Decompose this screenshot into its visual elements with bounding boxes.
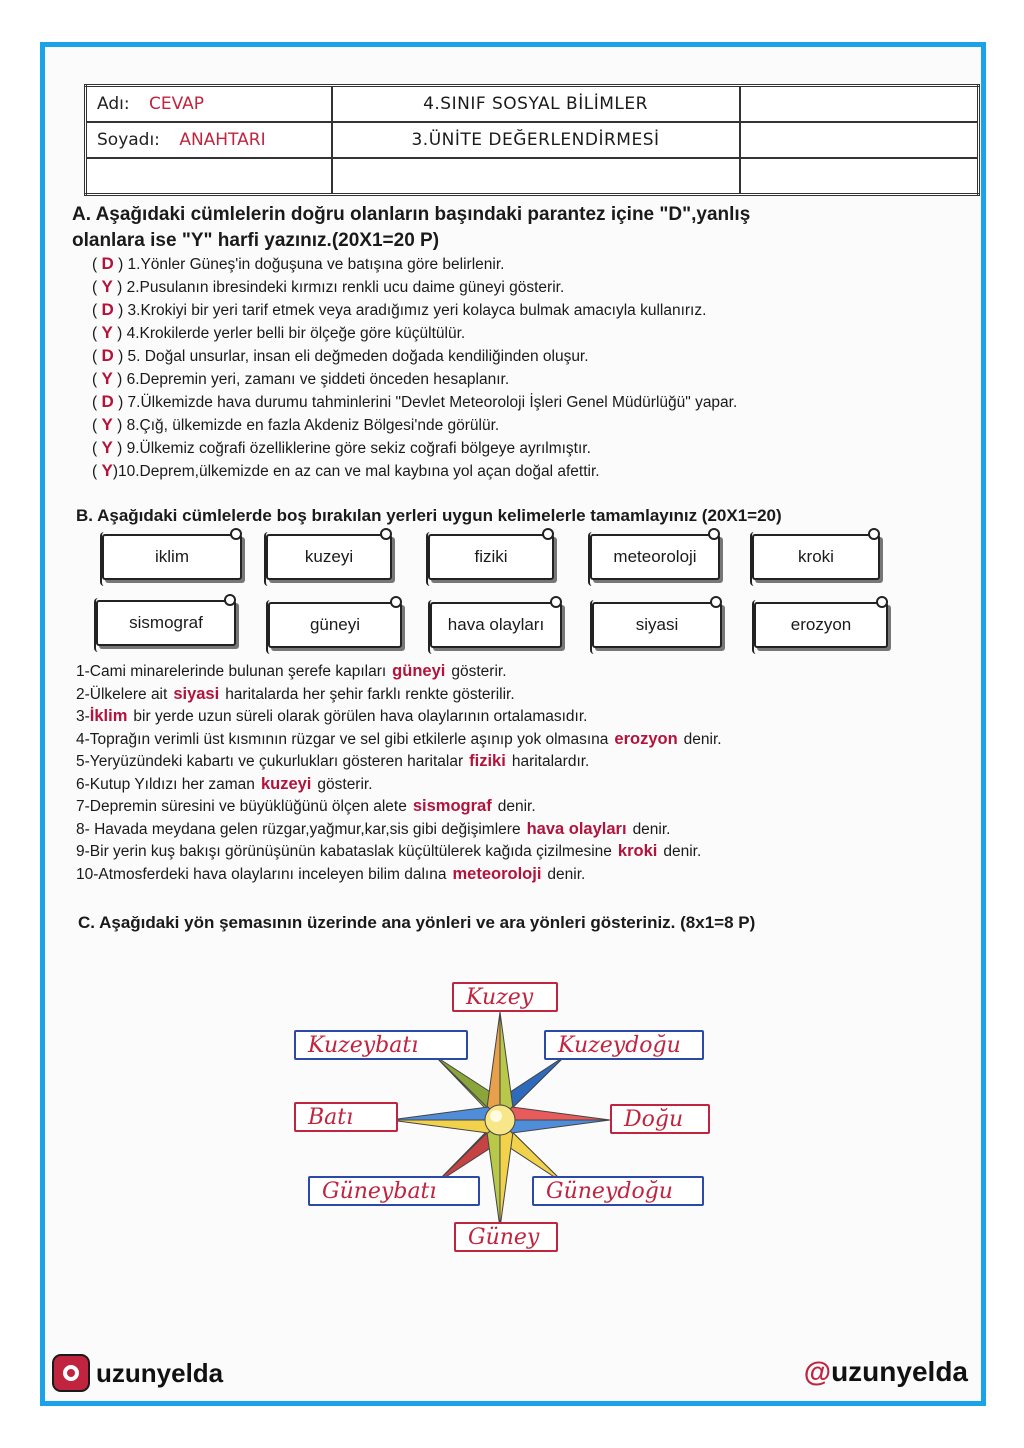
tf-answer: D	[101, 392, 114, 411]
word-card: kroki	[752, 534, 880, 580]
fill-item	[76, 773, 956, 796]
tf-text: ) 4.Krokilerde yerler belli bir ölçeğe göre küçültülür.	[117, 325, 466, 342]
word-card: sismograf	[96, 600, 236, 646]
word-card: kuzeyi	[266, 534, 392, 580]
fill-post: haritalarda her şehir farklı renkte gösterilir.	[225, 685, 515, 703]
fill-pre: 6-Kutup Yıldızı her zaman	[76, 775, 255, 793]
tf-text: ) 5. Doğal unsurlar, insan eli değmeden doğada kendiliğinden oluşur.	[118, 348, 589, 365]
fill-item	[76, 683, 956, 706]
section-a-title-line2: olanlara ise "Y" harfi yazınız.(20X1=20 P)	[72, 230, 440, 251]
word-card: meteoroloji	[590, 534, 720, 580]
section-b-title: B. Aşağıdaki cümlelerde boş bırakılan yerleri uygun kelimelerle tamamlayınız (20X1=20)	[76, 506, 782, 525]
tf-answer: Y	[101, 323, 113, 342]
tf-item: ( Y ) 9.Ülkemiz coğrafi özelliklerine göre sekiz coğrafi bölgeye ayrılmıştır.	[92, 438, 591, 457]
fill-post: denir.	[497, 798, 536, 815]
word-card: siyasi	[592, 602, 722, 648]
tf-answer: Y	[101, 461, 113, 480]
fill-answer: fiziki	[469, 752, 506, 770]
fill-item	[76, 750, 956, 773]
tf-answer: Y	[101, 277, 113, 296]
fill-answer: hava olayları	[526, 819, 627, 838]
direction-southeast: Güneydoğu	[532, 1176, 704, 1206]
fill-pre: 9-Bir yerin kuş bakışı görünüşünün kabataslak küçültülerek kağıda çizilmesine	[76, 843, 612, 860]
word-card: fiziki	[428, 534, 554, 580]
fill-post: denir.	[683, 730, 722, 748]
direction-north: Kuzey	[452, 982, 558, 1012]
tf-answer: Y	[101, 415, 113, 434]
word-card: iklim	[102, 534, 242, 580]
student-info-table	[84, 84, 980, 196]
direction-northeast: Kuzeydoğu	[544, 1030, 704, 1060]
fill-answer: İklim	[89, 707, 128, 725]
fill-post: gösterir.	[451, 663, 507, 680]
footer-left-handle: uzunyelda	[96, 1357, 224, 1388]
fill-post: denir.	[632, 820, 671, 838]
fill-item	[76, 863, 956, 886]
section-a-title-line1: A. Aşağıdaki cümlelerin doğru olanların başındaki parantez içine "D",yanlış	[72, 204, 751, 225]
footer-right-brand	[804, 1356, 968, 1388]
tf-text: ) 6.Depremin yeri, zamanı ve şiddeti önceden hesaplanır.	[117, 371, 510, 388]
tf-text: ) 7.Ülkemizde hava durumu tahminlerini "Devlet Meteoroloji İşleri Genel Müdürlüğü" yapar.	[118, 394, 738, 411]
fill-answer: sismograf	[412, 797, 492, 815]
fill-pre: 1-Cami minarelerinde bulunan şerefe kapıları	[76, 663, 387, 680]
section-c-title: C. Aşağıdaki yön şemasının üzerinde ana yönleri ve ara yönleri gösteriniz. (8x1=8 P)	[78, 913, 756, 932]
tf-item: ( Y ) 6.Depremin yeri, zamanı ve şiddeti önceden hesaplanır.	[92, 369, 510, 388]
tf-item: ( D ) 3.Krokiyi bir yeri tarif etmek veya aradığımız yeri kolayca bulmak amacıyla kullanırız.	[92, 300, 707, 319]
fill-item	[76, 818, 956, 841]
fill-answer: siyasi	[173, 684, 220, 703]
tf-text: ) 1.Yönler Güneş'in doğuşuna ve batışına göre belirlenir.	[118, 256, 505, 273]
direction-southwest: Güneybatı	[308, 1176, 480, 1206]
surname-value: ANAHTARI	[179, 129, 266, 150]
title-line2: 3.ÜNİTE DEĞERLENDİRMESİ	[332, 122, 740, 158]
empty-cell-4	[332, 158, 740, 194]
tf-item: ( Y ) 8.Çığ, ülkemizde en fazla Akdeniz Bölgesi'nde görülür.	[92, 415, 500, 434]
tf-item: ( Y ) 4.Krokilerde yerler belli bir ölçeğe göre küçültülür.	[92, 323, 466, 342]
footer-at-sign: @	[803, 1356, 832, 1387]
empty-cell-1	[740, 86, 979, 122]
direction-south: Güney	[454, 1222, 558, 1252]
tf-text: ) 3.Krokiyi bir yeri tarif etmek veya aradığımız yeri kolayca bulmak amacıyla kullanırız.	[118, 302, 707, 319]
footer-left-brand	[52, 1354, 223, 1392]
tf-text: ) 8.Çığ, ülkemizde en fazla Akdeniz Bölgesi'nde görülür.	[117, 417, 500, 434]
tf-item: ( Y)10.Deprem,ülkemizde en az can ve mal kaybına yol açan doğal afettir.	[92, 461, 600, 480]
fill-item	[76, 660, 956, 683]
empty-cell-5	[740, 158, 979, 194]
tf-item: ( Y ) 2.Pusulanın ibresindeki kırmızı renkli ucu daime güneyi gösterir.	[92, 277, 565, 296]
direction-east: Doğu	[610, 1104, 710, 1134]
word-card: güneyi	[268, 602, 402, 648]
word-card: hava olayları	[430, 602, 562, 648]
fill-pre: 8- Havada meydana gelen rüzgar,yağmur,kar,sis gibi değişimlere	[76, 820, 521, 838]
fill-pre: 10-Atmosferdeki hava olaylarını inceleyen bilim dalına	[76, 865, 447, 883]
fill-post: gösterir.	[317, 775, 373, 793]
tf-answer: Y	[101, 438, 113, 457]
name-cell	[86, 86, 332, 122]
tf-answer: D	[101, 254, 114, 273]
fill-answer: güneyi	[392, 662, 446, 680]
fill-item	[76, 728, 956, 751]
direction-west: Batı	[294, 1102, 398, 1132]
word-card: erozyon	[754, 602, 888, 648]
fill-item	[76, 705, 956, 728]
fill-answer: kroki	[617, 842, 658, 860]
surname-cell	[86, 122, 332, 158]
tf-answer: D	[101, 346, 114, 365]
fill-in-list	[76, 660, 956, 885]
fill-item	[76, 840, 956, 863]
name-value: CEVAP	[148, 93, 205, 114]
direction-northwest: Kuzeybatı	[294, 1030, 468, 1060]
fill-post: denir.	[547, 865, 586, 883]
empty-cell-2	[740, 122, 979, 158]
fill-post: bir yerde uzun süreli olarak görülen hava olaylarının ortalamasıdır.	[133, 708, 588, 725]
footer-right-handle: uzunyelda	[831, 1356, 968, 1387]
fill-pre: 5-Yeryüzündeki kabartı ve çukurlukları gösteren haritalar	[76, 753, 464, 770]
fill-item	[76, 795, 956, 818]
tf-item: ( D ) 7.Ülkemizde hava durumu tahminlerini "Devlet Meteoroloji İşleri Genel Müdürlüğü" yapar.	[92, 392, 738, 411]
tf-text: ) 9.Ülkemiz coğrafi özelliklerine göre sekiz coğrafi bölgeye ayrılmıştır.	[117, 440, 591, 457]
tf-item: ( D ) 5. Doğal unsurlar, insan eli değmeden doğada kendiliğinden oluşur.	[92, 346, 589, 365]
fill-pre: 2-Ülkelere ait	[76, 685, 168, 703]
surname-label: Soyadı:	[97, 129, 160, 150]
tf-item: ( D ) 1.Yönler Güneş'in doğuşuna ve batışına göre belirlenir.	[92, 254, 505, 273]
fill-answer: erozyon	[614, 729, 678, 748]
tf-answer: D	[101, 300, 114, 319]
instagram-icon	[52, 1354, 90, 1392]
tf-text: )10.Deprem,ülkemizde en az can ve mal kaybına yol açan doğal afettir.	[112, 463, 600, 480]
fill-answer: kuzeyi	[260, 774, 312, 793]
fill-post: haritalardır.	[511, 753, 590, 770]
tf-text: ) 2.Pusulanın ibresindeki kırmızı renkli ucu daime güneyi gösterir.	[117, 279, 565, 296]
fill-pre: 7-Depremin süresini ve büyüklüğünü ölçen alete	[76, 798, 407, 815]
title-line1: 4.SINIF SOSYAL BİLİMLER	[332, 86, 740, 122]
name-label: Adı:	[97, 93, 130, 114]
fill-pre: 4-Toprağın verimli üst kısmının rüzgar ve sel gibi etkilerle aşınıp yok olmasına	[76, 730, 609, 748]
true-false-list	[92, 252, 952, 482]
empty-cell-3	[86, 158, 332, 194]
fill-answer: meteoroloji	[452, 864, 542, 883]
compass-diagram	[280, 968, 720, 1268]
tf-answer: Y	[101, 369, 113, 388]
fill-pre: 3-	[76, 708, 90, 725]
fill-post: denir.	[663, 843, 702, 860]
